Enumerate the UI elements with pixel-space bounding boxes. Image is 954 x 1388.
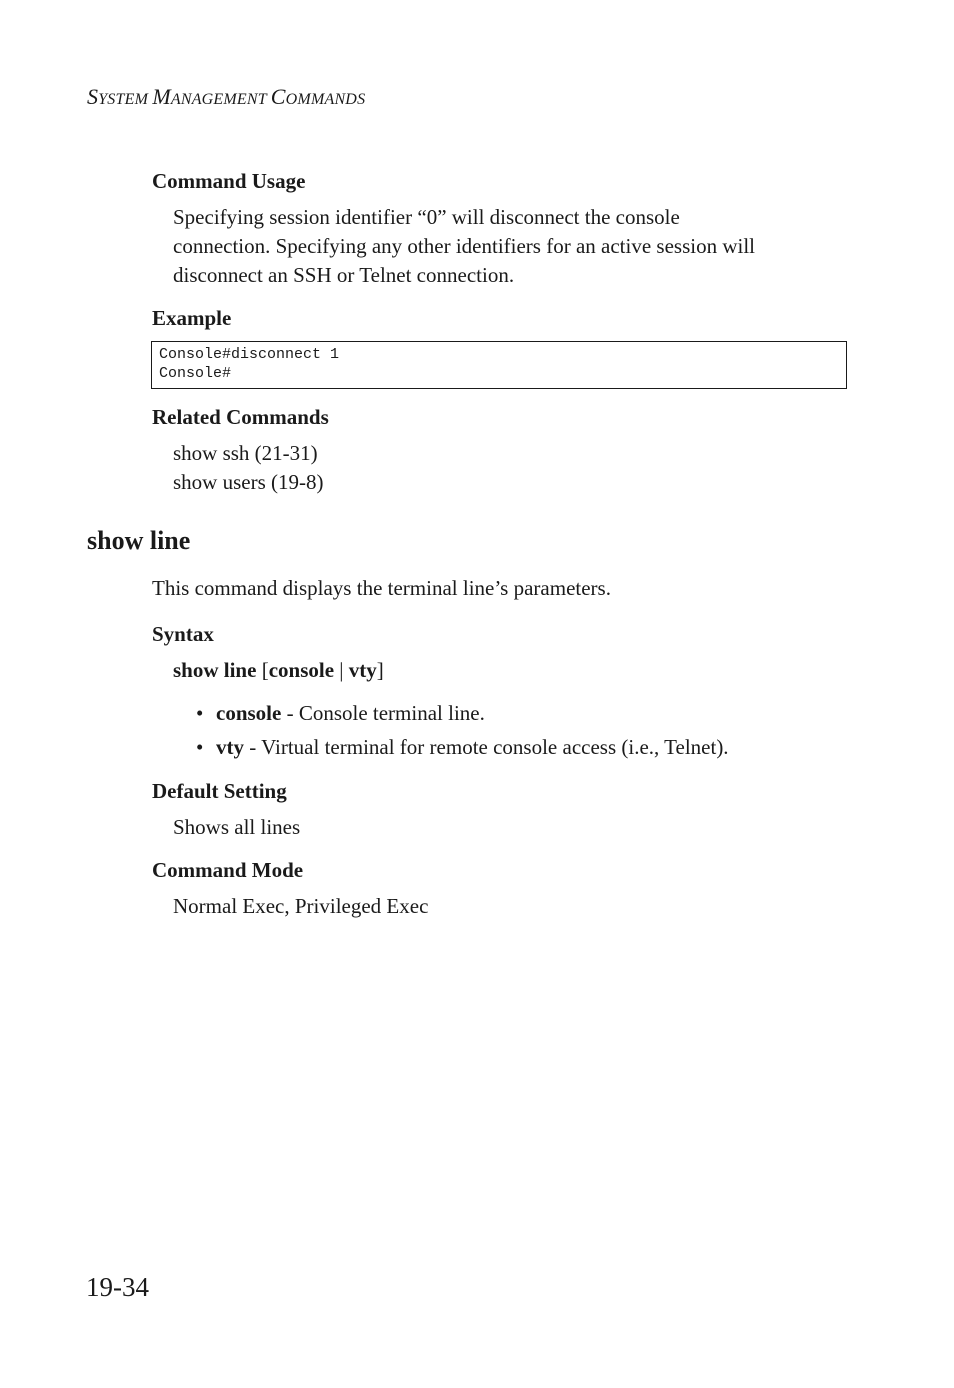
- list-item: [196, 701, 485, 726]
- default-setting-value: Shows all lines: [173, 815, 301, 839]
- related-command-item: show ssh (21-31): [173, 441, 318, 465]
- bullet-description: - Console terminal line.: [281, 701, 485, 725]
- header-initial: M: [152, 84, 171, 109]
- related-command-item: show users (19-8): [173, 470, 324, 494]
- code-example-box: [151, 341, 847, 389]
- list-item: [196, 735, 729, 760]
- syntax-option: console: [268, 658, 335, 682]
- bullet-icon: •: [196, 701, 204, 725]
- running-header: [87, 84, 365, 110]
- syntax-bracket: [: [256, 658, 269, 682]
- command-usage-line: Specifying session identifier “0” will disconnect the console: [173, 205, 680, 229]
- syntax-command: show line: [173, 658, 257, 682]
- code-line: Console#disconnect 1: [159, 346, 340, 363]
- syntax-bracket: ]: [376, 658, 384, 682]
- header-part: ANAGEMENT: [170, 91, 271, 108]
- command-mode-heading: Command Mode: [152, 858, 304, 882]
- bullet-term: console: [216, 701, 282, 725]
- command-usage-heading: Command Usage: [152, 169, 306, 193]
- page-number: 19-34: [86, 1272, 149, 1302]
- syntax-option: vty: [348, 658, 377, 682]
- related-commands-heading: Related Commands: [152, 405, 329, 429]
- command-description: This command displays the terminal line’s parameters.: [152, 576, 611, 600]
- code-line: Console#: [159, 365, 232, 382]
- syntax-heading: Syntax: [152, 622, 214, 646]
- example-heading: Example: [152, 306, 232, 330]
- syntax-line: [173, 656, 384, 685]
- command-title: show line: [87, 526, 191, 555]
- header-initial: C: [270, 84, 286, 109]
- syntax-separator: |: [334, 658, 349, 682]
- command-usage-line: connection. Specifying any other identifiers for an active session will: [173, 234, 756, 258]
- header-part: OMMANDS: [285, 91, 366, 108]
- bullet-term: vty: [216, 735, 244, 759]
- bullet-icon: •: [196, 735, 204, 759]
- header-part: YSTEM: [98, 91, 153, 108]
- header-initial: S: [87, 84, 99, 109]
- command-usage-line: disconnect an SSH or Telnet connection.: [173, 263, 515, 287]
- bullet-description: - Virtual terminal for remote console access (i.e., Telnet).: [244, 735, 729, 759]
- command-mode-value: Normal Exec, Privileged Exec: [173, 894, 429, 918]
- default-setting-heading: Default Setting: [152, 779, 287, 803]
